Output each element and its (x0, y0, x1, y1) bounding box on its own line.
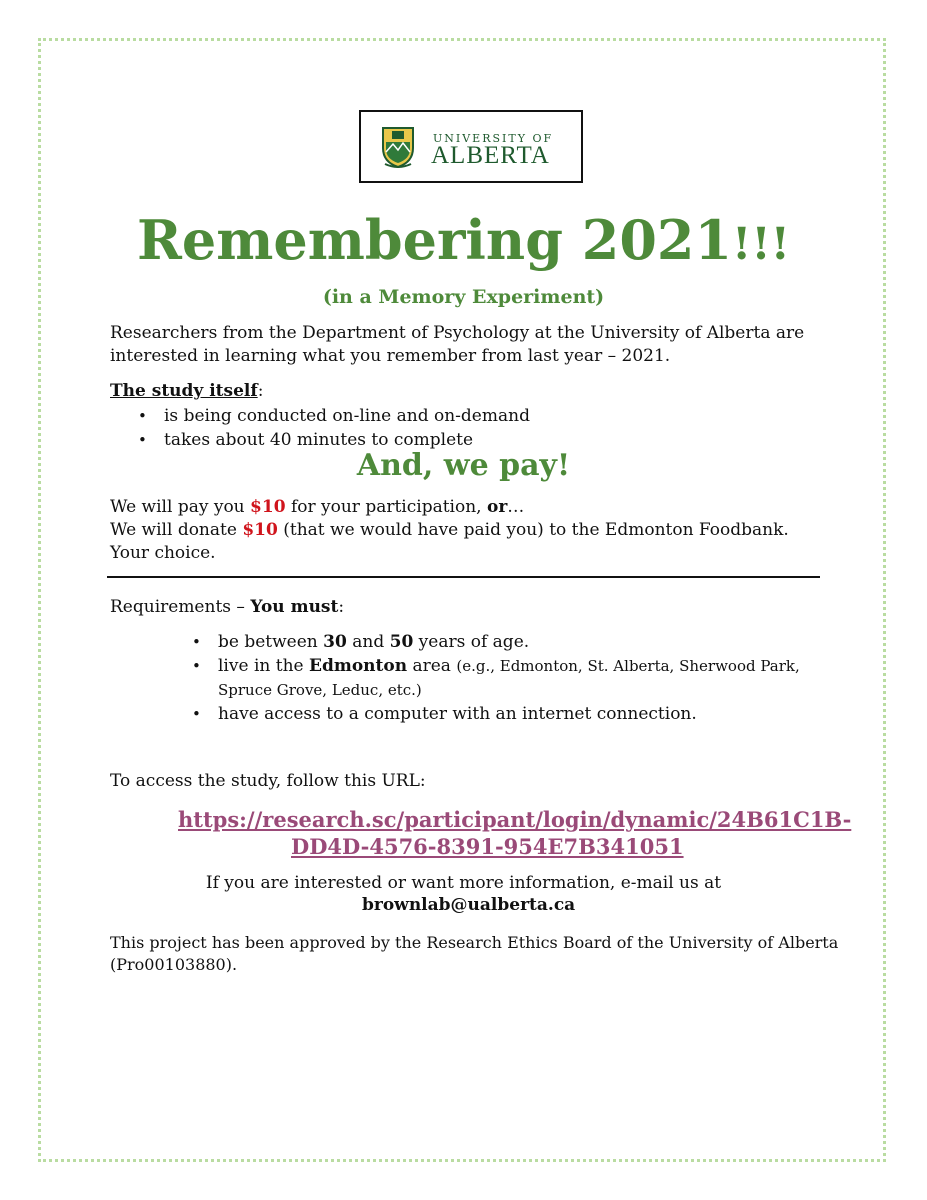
page-title (0, 208, 927, 272)
list-item: • takes about 40 minutes to complete (138, 428, 530, 452)
logo-line2: ALBERTA (431, 142, 550, 169)
list-item: • is being conducted on-line and on-demand (138, 404, 530, 428)
title-text: Remembering 2021 (136, 208, 733, 272)
live-text-a: live in the (218, 656, 309, 676)
ethics-statement: This project has been approved by the Research Ethics Board of the University of Alberta (Pro00103880). (110, 933, 839, 974)
url-line1[interactable]: https://research.sc/participant/login/dynamic/24B61C1B- (178, 807, 852, 832)
study-heading (110, 380, 263, 403)
requirements-list (192, 630, 832, 726)
req-must: You must (250, 597, 339, 617)
study-heading-colon: : (257, 381, 264, 401)
city: Edmonton (308, 656, 408, 676)
pay-line2-b: (that we would have paid you) to the Edmonton Foodbank. (277, 520, 789, 540)
crest-icon (381, 126, 415, 168)
pay-line1-a: We will pay you (110, 497, 251, 517)
title-bangs: !!! (732, 219, 790, 270)
study-list (138, 404, 530, 452)
age-and: and (346, 632, 390, 652)
url-line2[interactable]: DD4D-4576-8391-954E7B341051 (291, 834, 684, 859)
pay-or: or (486, 497, 508, 517)
age-max: 50 (389, 632, 414, 652)
donate-amount: $10 (242, 520, 278, 540)
live-text-b: area (407, 656, 457, 676)
live-examples: (e.g., Edmonton, St. Alberta, Sherwood Park, Spruce Grove, Leduc, etc.) (218, 657, 800, 699)
subtitle: (in a Memory Experiment) (322, 286, 605, 308)
contact-email: brownlab@ualberta.ca (362, 895, 576, 915)
req-colon: : (338, 597, 345, 617)
pay-line3: Your choice. (110, 543, 216, 563)
pay-amount: $10 (250, 497, 286, 517)
age-text-a: be between (218, 632, 324, 652)
pay-paragraph (110, 496, 840, 565)
contact-text: If you are interested or want more information, e-mail us at (205, 873, 722, 893)
age-min: 30 (323, 632, 347, 652)
age-text-b: years of age. (413, 632, 530, 652)
divider (107, 576, 820, 578)
list-item (192, 630, 832, 654)
study-url-link[interactable] (178, 806, 852, 860)
list-item: • have access to a computer with an internet connection. (192, 702, 832, 726)
url-lead: To access the study, follow this URL: (110, 771, 426, 791)
university-logo (359, 110, 583, 183)
pay-line1-b: for your participation, (285, 497, 487, 517)
intro-paragraph: Researchers from the Department of Psychology at the University of Alberta are interested in learning what you remember from last year – 2021. (110, 323, 805, 366)
logo-line1: UNIVERSITY OF (433, 132, 554, 145)
requirements-heading (110, 596, 344, 619)
list-item (192, 654, 832, 702)
req-lead: Requirements – (110, 597, 251, 617)
pay-line2-a: We will donate (110, 520, 243, 540)
pay-ellipsis: … (507, 497, 525, 517)
study-heading-text: The study itself (110, 381, 258, 401)
pay-heading: And, we pay! (356, 448, 571, 483)
